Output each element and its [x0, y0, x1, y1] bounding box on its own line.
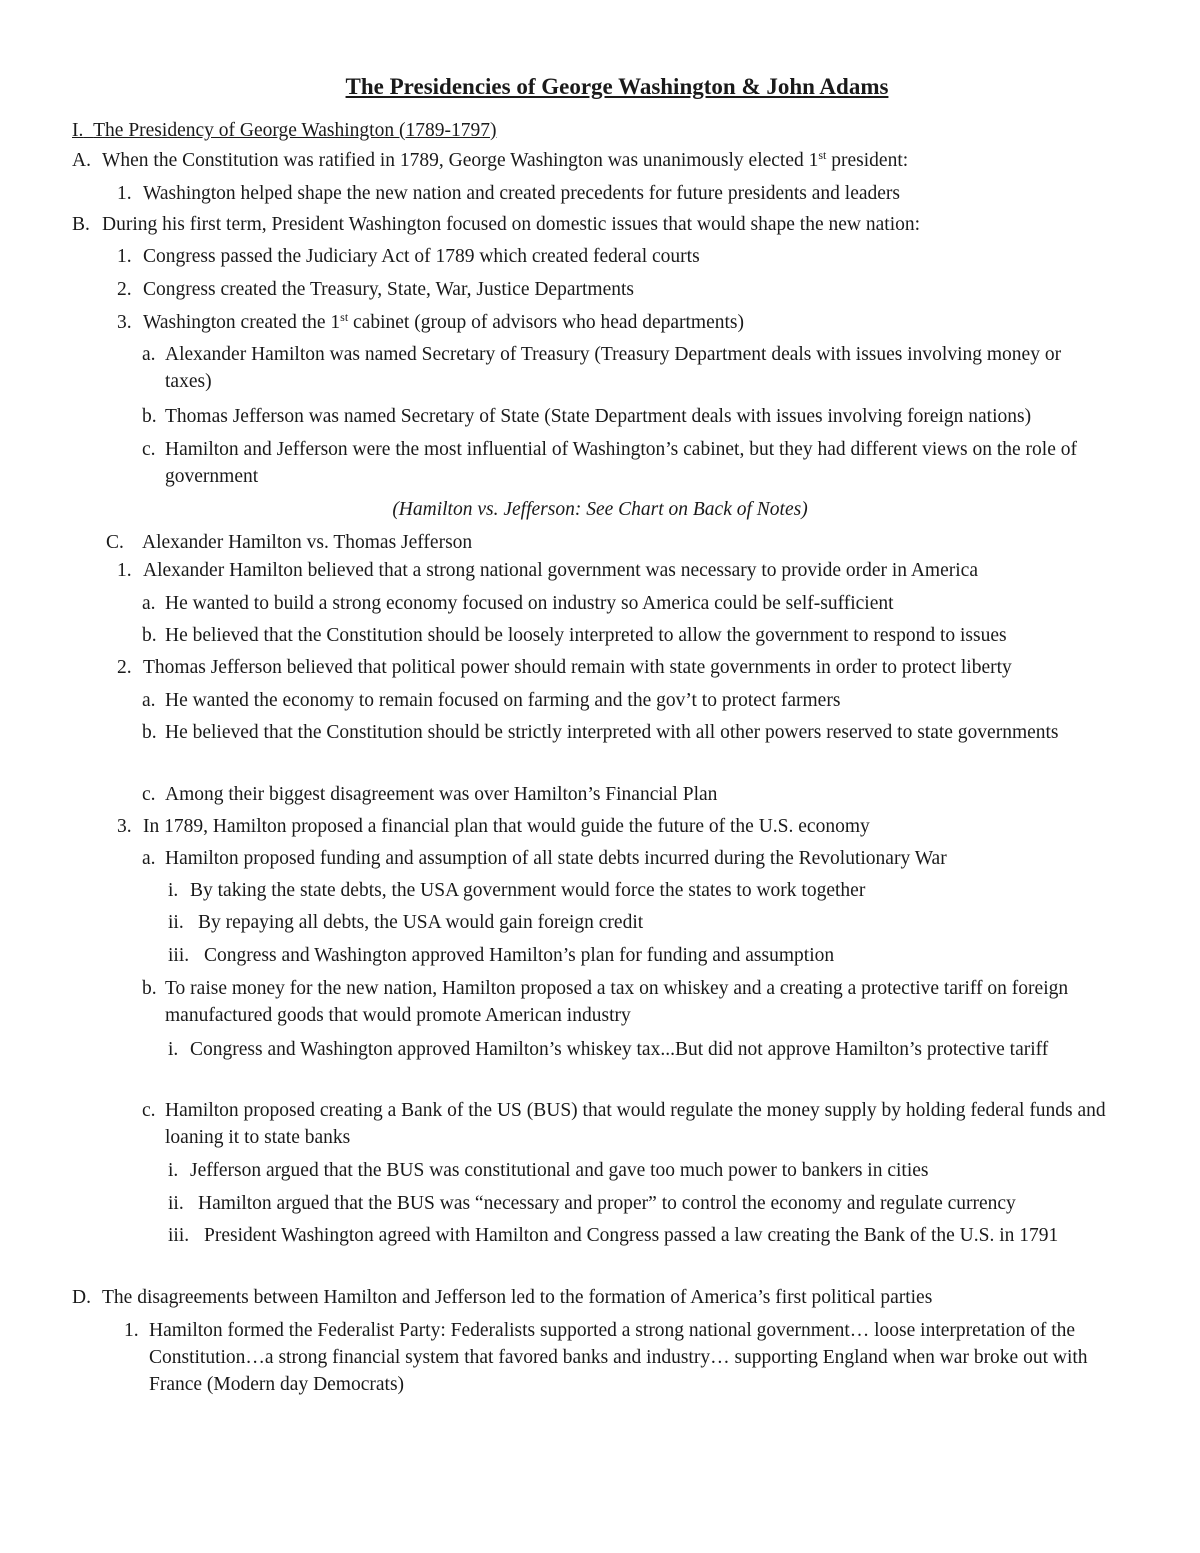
outline-item-d-1: 1. Hamilton formed the Federalist Party: Federalists supported a strong national government… loose interpretation of the Constitution…a strong financial system that favored banks and industry… supporting England when war broke out with France (Modern day Democrats)	[124, 1320, 1088, 1395]
outline-item-c-2-b: b. He believed that the Constitution should be strictly interpreted with all other powers reserved to state governments	[142, 722, 1059, 743]
outline-item-c-3-c-iii: iii. President Washington agreed with Hamilton and Congress passed a law creating the Bank of the U.S. in 1791	[168, 1225, 1059, 1246]
outline-item-c-3-b: b. To raise money for the new nation, Hamilton proposed a tax on whiskey and a creating a protective tariff on foreign manufactured goods that would promote American industry	[142, 978, 1069, 1026]
chart-reference-note: (Hamilton vs. Jefferson: See Chart on Back of Notes)	[392, 499, 808, 520]
outline-item-b-3-a: a. Alexander Hamilton was named Secretary of Treasury (Treasury Department deals with issues involving money or taxes)	[142, 344, 1062, 392]
section-heading-i: I. The Presidency of George Washington (1789-1797)	[72, 120, 497, 141]
outline-item-c-3-b-i: i. Congress and Washington approved Hamilton’s whiskey tax...But did not approve Hamilton’s protective tariff	[168, 1039, 1049, 1060]
outline-item-b-3-c: c. Hamilton and Jefferson were the most influential of Washington’s cabinet, but they had different views on the role of government	[142, 439, 1077, 487]
document-page: The Presidencies of George Washington & John Adams I. The Presidency of George Washington (1789-1797) A. When the Constitution was ratified in 1789, George Washington was unanimously elected 1st president: 1. Washington helped shape the new nation and created precedents for future presidents and leaders B. During his first term, President Washington focused on domestic issues that would shape the new nation: 1. Congress passed the Judiciary Act of 1789 which created federal courts 2. Congress created the Treasury, State, War, Justice Departments 3. Washington created the 1st cabinet (group of advisors who head departments) a. Alexander Hamilton was named Secretary of Treasury (Treasury Department deals with issues involving money or taxes) b. Thomas Jefferson was named Secretary of State (State Department deals with issues involving foreign nations) c. Hamilton and Jefferson were the most influential of Washington’s cabinet, but they had different views on the role of government (Hamilton vs. Jefferson: See Chart on Back of Notes) C. Alexander Hamilton vs. Thomas Jefferson 1. Alexander Hamilton believed that a strong national government was necessary to provide order in America a. He wanted to build a strong economy focused on industry so America could be self-sufficient b. He believed that the Constitution should be loosely interpreted to allow the government to respond to issues 2. Thomas Jefferson believed that political power should remain with state governments in order to protect liberty a. He wanted the economy to remain focused on farming and the gov’t to protect farmers b. He believed that the Constitution should be strictly interpreted with all other powers reserved to state governments c. Among their biggest disagreement was over Hamilton’s Financial Plan 3. In 1789, Hamilton proposed a financial plan that would guide the future of the U.S. economy a. Hamilton proposed funding and assumption of all state debts incurred during the Revolutionary War i. By taking the state debts, the USA government would force the states to work together ii. By repaying all debts, the USA would gain foreign credit iii. Congress and Washington approved Hamilton’s plan for funding and assumption b. To raise money for the new nation, Hamilton proposed a tax on whiskey and a creating a protective tariff on foreign manufactured goods that would promote American industry i. Congress and Washington approved Hamilton’s whiskey tax...But did not approve Hamilton’s protective tariff c. Hamilton proposed creating a Bank of the US (BUS) that would regulate the money supply by holding federal funds and loaning it to state banks i. Jefferson argued that the BUS was constitutional and gave too much power to bankers in cities ii. Hamilton argued that the BUS was “necessary and proper” to control the economy and regulate currency iii. President Washington agreed with Hamilton and Congress passed a law creating the Bank of the U.S. in 1791 D. The disagreements between Hamilton and Jefferson led to the formation of America’s first political parties 1. Hamilton formed the Federalist Party: Federalists supported a strong national government… loose interpretation of the Constitution…a strong financial system that favored banks and industry… supporting England when war broke out with France (Modern day Democrats)	[0, 0, 1200, 1553]
page-title: The Presidencies of George Washington & John Adams	[345, 74, 889, 99]
outline-item-c-3-c: c. Hamilton proposed creating a Bank of the US (BUS) that would regulate the money supply by holding federal funds and loaning it to state banks	[142, 1100, 1106, 1148]
